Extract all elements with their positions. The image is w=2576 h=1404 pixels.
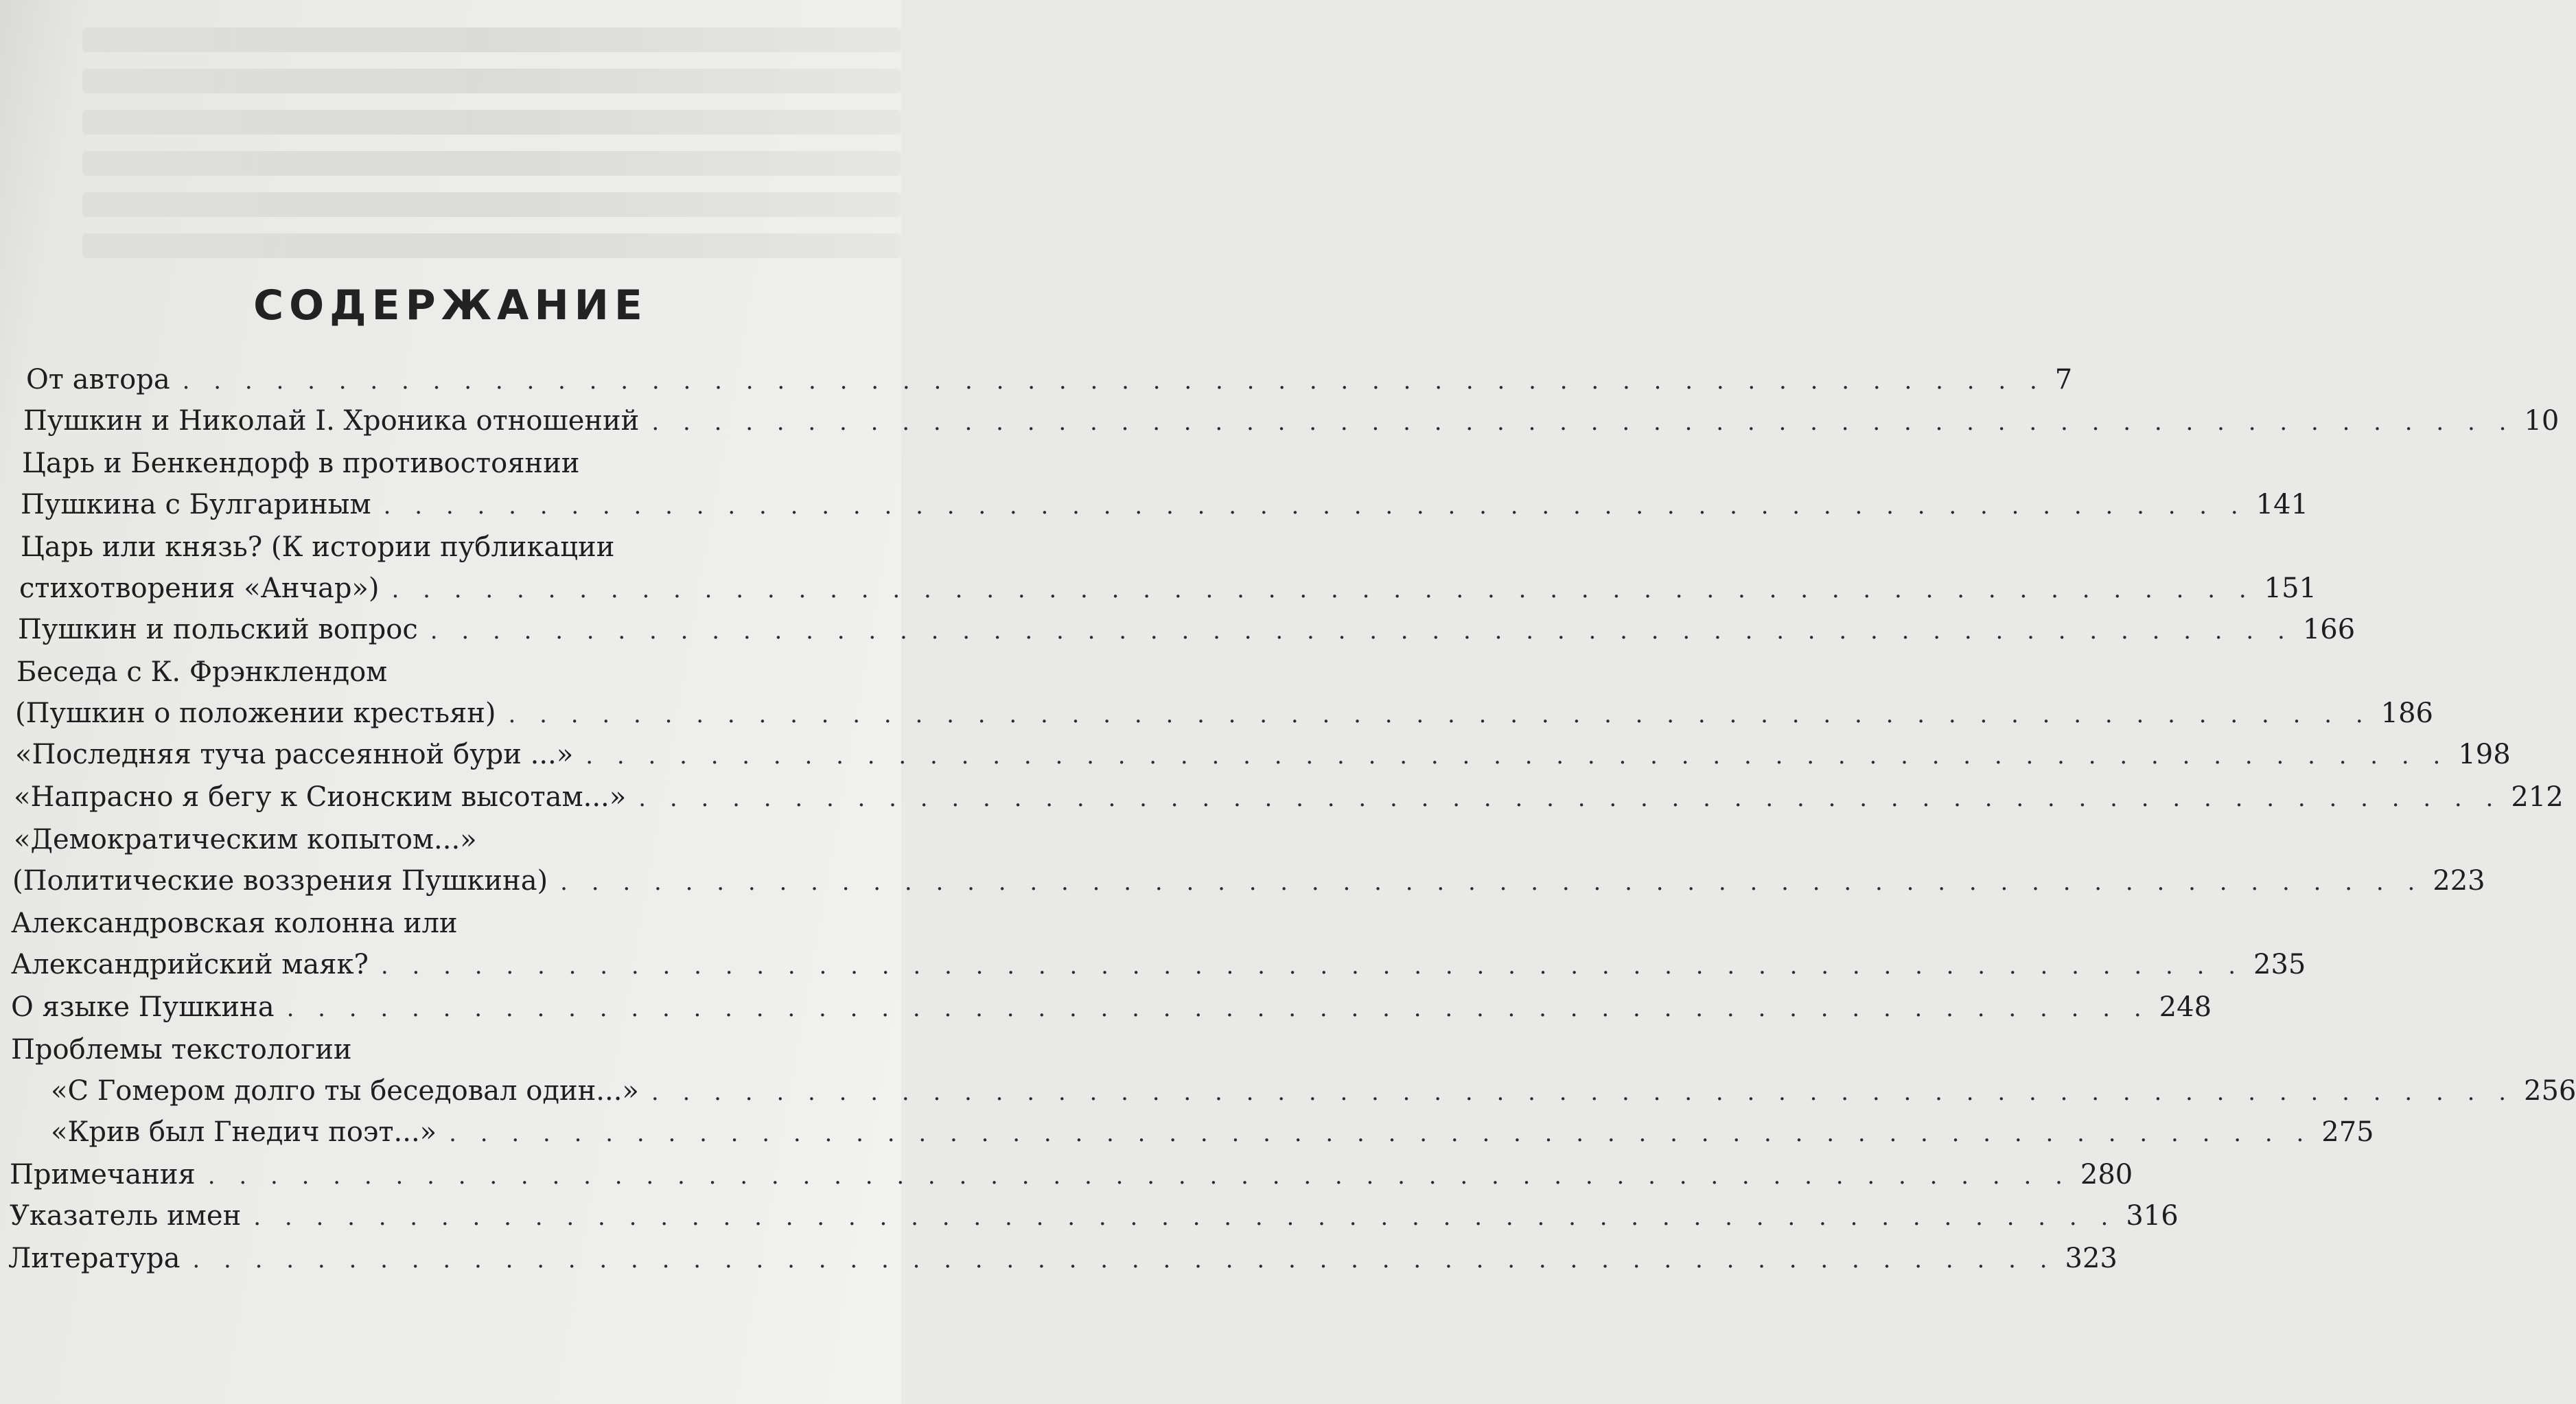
toc-entry-title: Пушкина с Булгариным [21, 489, 371, 520]
bleed-through [82, 27, 901, 52]
toc-entry-title: О языке Пушкина [11, 991, 275, 1023]
toc-leader-dots: . . . . . . . . . . . . . . . . . . . . . . . . . . . . . . . . . . . . . . . . . . . . . . . . . . . . . . . . . . . . [638, 785, 2502, 812]
toc-page-number: 10 [2524, 405, 2560, 437]
toc-entry [11, 945, 2306, 986]
toc-page-number: 166 [2302, 614, 2356, 645]
toc-entry [15, 735, 2511, 776]
toc-entry-title: Пушкин и польский вопрос [18, 614, 418, 645]
toc-entry [14, 820, 810, 860]
toc-leader-dots: . . . . . . . . . . . . . . . . . . . . . . . . . . . . . . . . . . . . . . . . . . . . . . . . . . . . . . . . . . . . [585, 742, 2449, 770]
toc-entry-title: Пушкин и Николай I. Хроника отношений [23, 405, 640, 437]
toc-entry-title: Александрийский маяк? [11, 949, 369, 980]
toc-entry [51, 1112, 2374, 1153]
toc-page-number: 223 [2433, 865, 2485, 897]
toc-entry [16, 652, 810, 692]
toc-page-number: 248 [2159, 991, 2212, 1023]
toc-entry [12, 861, 2485, 902]
toc-entry [11, 904, 810, 943]
toc-entry-title: Беседа с К. Фрэнклендом [16, 656, 388, 688]
toc-page-number: 316 [2126, 1200, 2179, 1232]
toc-leader-dots: . . . . . . . . . . . . . . . . . . . . . . . . . . . . . . . . . . . . . . . . . . . . . . . . . . . . . . . . . . . . [449, 1120, 2312, 1147]
toc-page-number: 7 [2054, 364, 2073, 395]
toc-page-number: 256 [2524, 1075, 2576, 1107]
toc-page-number: 280 [2080, 1159, 2133, 1190]
toc-entry [21, 527, 810, 567]
toc-leader-dots: . . . . . . . . . . . . . . . . . . . . . . . . . . . . . . . . . . . . . . . . . . . . . . . . . . . . . . . . . . . . [651, 1079, 2515, 1106]
toc-leader-dots: . . . . . . . . . . . . . . . . . . . . . . . . . . . . . . . . . . . . . . . . . . . . . . . . . . . . . . . . . . . . [182, 367, 2045, 395]
toc-page-number: 235 [2253, 949, 2306, 980]
toc-page-number: 141 [2255, 489, 2309, 520]
bleed-through [82, 69, 901, 93]
toc-entry-title: Указатель имен [10, 1200, 242, 1232]
toc-entry [8, 1239, 2117, 1280]
toc-entry-title: (Пушкин о положении крестьян) [15, 698, 496, 729]
toc-entry [51, 1071, 2576, 1112]
toc-leader-dots: . . . . . . . . . . . . . . . . . . . . . . . . . . . . . . . . . . . . . . . . . . . . . . . . . . . . . . . . . . . . [383, 492, 2247, 520]
toc-page-number: 212 [2511, 781, 2564, 813]
bleed-through [82, 151, 901, 176]
toc-entry [11, 1030, 800, 1070]
toc-entry [22, 444, 810, 483]
toc-page-number: 198 [2458, 739, 2511, 770]
toc-page-number: 323 [2065, 1243, 2117, 1274]
toc-leader-dots: . . . . . . . . . . . . . . . . . . . . . . . . . . . . . . . . . . . . . . . . . . . . . . . . . . . . . . . . . . . . [560, 868, 2424, 896]
toc-entry [10, 1155, 2133, 1196]
toc-page-number: 186 [2380, 698, 2433, 729]
toc-entry [14, 777, 2564, 818]
toc-entry-title: Александровская колонна или [11, 908, 458, 939]
toc-entry-title: «С Гомером долго ты беседовал один...» [51, 1075, 639, 1107]
toc-leader-dots: . . . . . . . . . . . . . . . . . . . . . . . . . . . . . . . . . . . . . . . . . . . . . . . . . . . . . . . . . . . . [391, 576, 2255, 603]
toc-entry [15, 693, 2433, 735]
toc-leader-dots: . . . . . . . . . . . . . . . . . . . . . . . . . . . . . . . . . . . . . . . . . . . . . . . . . . . . . . . . . . . . [651, 408, 2515, 436]
toc-entry-title: Проблемы текстологии [11, 1034, 352, 1066]
bleed-through [82, 233, 901, 258]
toc-entry [21, 485, 2309, 526]
toc-leader-dots: . . . . . . . . . . . . . . . . . . . . . . . . . . . . . . . . . . . . . . . . . . . . . . . . . . . . . . . . . . . . [380, 952, 2244, 980]
bleed-through [82, 192, 901, 217]
toc-entry [23, 401, 2560, 442]
toc-entry [11, 987, 2212, 1028]
toc-entry-title: «Демократическим копытом...» [14, 824, 477, 855]
toc-leader-dots: . . . . . . . . . . . . . . . . . . . . . . . . . . . . . . . . . . . . . . . . . . . . . . . . . . . . . . . . . . . . [286, 995, 2150, 1022]
toc-entry-title: «Напрасно я бегу к Сионским высотам...» [14, 781, 627, 813]
toc-leader-dots: . . . . . . . . . . . . . . . . . . . . . . . . . . . . . . . . . . . . . . . . . . . . . . . . . . . . . . . . . . . . [430, 617, 2293, 645]
toc-entry-title: «Последняя туча рассеянной бури ...» [15, 739, 574, 770]
toc-entry [18, 610, 2356, 651]
toc-page-number: 275 [2321, 1116, 2374, 1148]
toc-entry [26, 360, 2073, 401]
toc-leader-dots: . . . . . . . . . . . . . . . . . . . . . . . . . . . . . . . . . . . . . . . . . . . . . . . . . . . . . . . . . . . . [207, 1162, 2071, 1190]
toc-entry [10, 1196, 2179, 1237]
toc-leader-dots: . . . . . . . . . . . . . . . . . . . . . . . . . . . . . . . . . . . . . . . . . . . . . . . . . . . . . . . . . . . . [508, 701, 2371, 728]
page-title: СОДЕРЖАНИЕ [253, 281, 648, 330]
toc-entry-title: Царь или князь? (К истории публикации [21, 531, 615, 563]
toc-entry-title: Литература [8, 1243, 181, 1274]
bleed-through [82, 110, 901, 135]
toc-leader-dots: . . . . . . . . . . . . . . . . . . . . . . . . . . . . . . . . . . . . . . . . . . . . . . . . . . . . . . . . . . . . [192, 1246, 2056, 1274]
toc-leader-dots: . . . . . . . . . . . . . . . . . . . . . . . . . . . . . . . . . . . . . . . . . . . . . . . . . . . . . . . . . . . . [253, 1204, 2117, 1231]
toc-entry-title: Царь и Бенкендорф в противостоянии [22, 448, 580, 479]
toc-entry-title: (Политические воззрения Пушкина) [12, 865, 548, 897]
toc-entry-title: «Крив был Гнедич поэт...» [51, 1116, 437, 1148]
toc-entry-title: Примечания [10, 1159, 196, 1190]
toc-page-number: 151 [2264, 573, 2317, 604]
toc-entry [19, 568, 2317, 610]
toc-entry-title: От автора [26, 364, 170, 395]
toc-entry-title: стихотворения «Анчар») [19, 573, 380, 604]
